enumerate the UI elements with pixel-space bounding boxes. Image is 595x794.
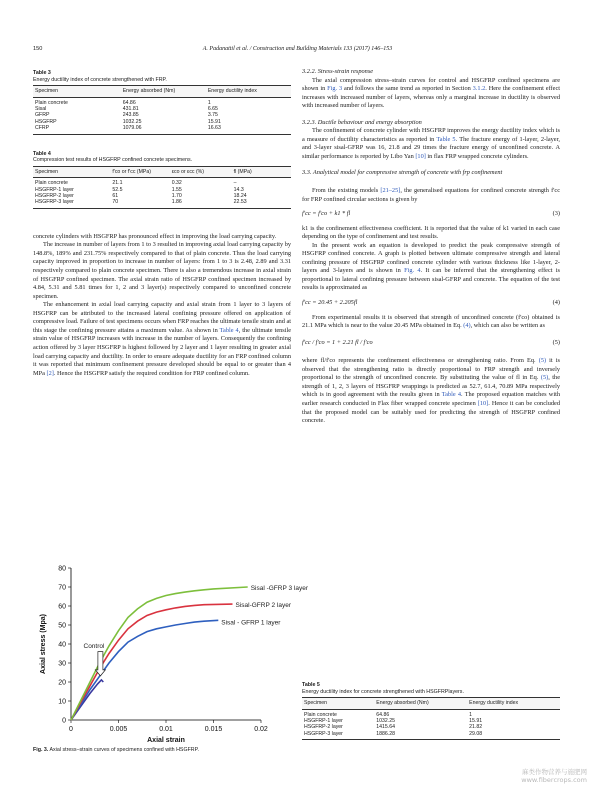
table-cell: HSGFRP-2 layer [304,724,343,731]
text-run: The confinement of concrete cylinder with HSGFRP improves the energy ductility index which is a measure of ductility characteristics as reported in [302,127,560,143]
table3-col-specimen: Specimen [33,86,121,97]
table-cell: HSGFRP-1 layer [304,718,343,724]
y-tick-label: 60 [58,603,66,611]
table-cell: 6.65 [207,106,218,112]
table5-col-index: Energy ductility index [467,698,560,709]
page-number: 150 [33,46,43,52]
table-cell: GFRP [35,112,50,119]
table-cell: Plain concrete [304,711,337,718]
table3 [33,85,291,134]
text-run: . Hence the HSGFRP satisfy the required condition for FRP confined column. [53,369,250,377]
table-cell: 61 [112,193,119,200]
table-cell: HSGFRP-3 layer [302,731,374,740]
table-cell: HSGFRP-3 layer [33,199,110,208]
journal-citation: A. Padanattil et al. / Construction and Building Materials 133 (2017) 146–153 [202,46,393,52]
figure-3 [33,560,309,760]
table-cell: 64.86 [376,711,390,718]
text-run: and follows the same trend as reported in Section [342,85,473,93]
equation-5-body: f'cc / f'co = 1 + 2.21 fl / f'co [302,338,373,346]
table-cell: 3.75 [207,112,218,119]
y-tick-label: 20 [58,679,66,687]
link-eq4[interactable]: (4) [463,322,471,330]
table3-caption [33,70,291,83]
table-cell: Sisal [35,106,47,112]
y-tick-label: 80 [58,565,66,573]
text-run: , the strength of 1, 2, 3 layers of HSGFRP wrappings is predicted as 52.7, 61.4, 70.89 MPa respectively which is in good agreement with the results given in [302,374,561,399]
table3-col-index: Energy ductility index [206,86,291,97]
series-line-1 [71,620,218,720]
table4-col-specimen: Specimen [33,166,110,177]
table4-col-pressure: fl (MPa) [232,166,291,177]
table3-title: Energy ductility index of concrete strengthened with FRP. [33,76,167,83]
table-cell: 64.86 [122,99,136,106]
text-run: . Here the confinement effect increases with increased number of layers, whereas only a marginal increase in ductility is observed with increased number of layers. [302,85,560,110]
text-run: it is observed that the strengthening ratio is directly proportional to FRP strength and inversely proportional to the strength of unconfined concrete. By substituting the value of fl in Eq. [302,357,560,382]
table-cell: HSGFRP [35,118,57,125]
watermark-line2: www.fibercrops.com [521,776,587,784]
paragraph: concrete cylinders with HSGFRP has pronounced effect in improving the load carrying capacity. [33,232,277,240]
paragraph [302,357,560,425]
table-row [302,731,560,740]
table-cell: HSGFRP-2 layer [35,193,74,200]
paragraph [302,314,560,331]
x-tick-label: 0.015 [204,726,223,733]
table-cell: 22.53 [232,199,291,208]
table-cell: 243.85 [122,112,139,119]
table5-title: Energy ductility index for concrete strengthened with HSGFRPlayers. [302,688,464,695]
text-run: . Hence it can be concluded that the proposed model can be suitably used for predicting the strength of HSGFRP confined concrete. [302,399,560,425]
text-run: From the existing models [312,187,381,195]
watermark [521,768,587,784]
table4 [33,166,291,209]
table-cell: 52.5 [112,186,123,193]
table-cell: – [233,180,237,187]
equation-5 [302,339,560,348]
paragraph [302,77,560,111]
series-line-3 [71,587,248,720]
watermark-line1: 麻类作物营养与施肥网 [522,768,587,776]
text-run: . The proposed equation matches with earlier research conducted in Flax fiber wrapped concrete specimen [302,391,560,407]
text-run: , the generalised equations for confined concrete strength f'cc for FRP confined circular sections is given by [302,187,560,203]
link-table4-b[interactable]: Table 4 [441,391,461,399]
link-fig4[interactable]: Fig. 4 [404,267,421,275]
text-run: , which can also be written as [470,322,545,330]
text-run: in flax FRP wrapped concrete cylinders. [425,152,529,160]
y-tick-label: 70 [58,584,66,592]
table4-col-strength: f'co or f'cc (MPa) [110,166,169,177]
table-cell: 431.81 [122,106,139,112]
table-row [33,97,291,106]
section-heading-322: 3.2.2. Stress-strain response [302,68,374,75]
equation-4-body: f'cc = 20.45 + 2.205fl [302,299,358,307]
link-ref-2[interactable]: [2] [46,369,54,377]
figure-caption-text: Axial stress–strain curves of specimens confined with HSGFRP. [49,747,199,753]
equation-5-number: (5) [552,338,560,346]
table-cell: CFRP [33,125,121,134]
table-cell: 15.91 [469,718,483,724]
table-cell: 1032.25 [122,118,142,125]
table5-block [302,682,560,740]
table4-col-strain: εco or εcc (%) [170,166,232,177]
x-tick-label: 0.005 [109,726,128,733]
text-run: From experimental results it is observed that strength of unconfined concrete (f'co) obtained is 21.1 MPa which is near to the value 20.45 MPa obtained in Eq. [302,313,560,330]
table-cell: 15.91 [207,118,221,125]
table4-label: Table 4 [33,150,51,157]
y-axis-title: Axial stress (Mpa) [40,614,47,674]
paragraph [302,127,560,161]
paragraph [33,301,291,378]
paragraph [302,187,560,204]
table-row [33,178,291,187]
table4-caption [33,151,291,164]
text-run: The enhancement in axial load carrying capacity and axial strain from 1 layer to 3 layers of HSGFRP can be attributed to the increased lateral confining pressure offered on application of compressive load. Failure of test specimens occurs when FRP reaches the ultimate tensile strain and at this stage the confining pressure attains a maximum value. As shown in [33,301,291,334]
control-label: Control [83,642,105,650]
table-row [33,125,291,134]
table-cell: Plain concrete [35,180,68,187]
y-tick-label: 40 [58,641,66,649]
link-ref-10[interactable]: [10] [415,152,426,160]
text-run: where fl/f'co represents the confinement effectiveness or strengthening ratio. From Eq. [302,357,539,365]
link-eq5-a[interactable]: (5) [538,357,547,365]
series-label-2: Sisal-GFRP 2 layer [235,602,292,610]
table5-col-specimen: Specimen [302,698,374,709]
equation-4-number: (4) [552,299,560,307]
y-tick-label: 10 [58,698,66,706]
table-cell: Plain concrete [35,99,68,106]
link-table5[interactable]: Table 5 [436,135,456,143]
table-cell: 1 [207,99,211,106]
text-run: The axial compression stress–strain curves for control and HSGFRP confined specimens are shown in [302,76,560,93]
table-cell: 0.32 [171,180,182,187]
table-cell: 18.24 [233,193,247,200]
table5-label: Table 5 [302,682,320,688]
x-tick-label: 0 [69,726,73,733]
series-label-1: Sisal - GFRP 1 layer [221,619,281,627]
equation-3-body: f'cc = f'co + k1 * fl [302,210,351,218]
x-tick-label: 0.02 [254,726,268,733]
table-cell: 21.82 [469,724,483,731]
table-cell: 14.3 [233,186,244,193]
table5 [302,697,560,740]
left-body-text [33,233,291,378]
table3-label: Table 3 [33,70,51,76]
table-cell: 1079.06 [121,125,206,134]
table-cell: 29.08 [467,731,560,740]
table5-caption [302,682,560,695]
link-ref-10-b[interactable]: [10] [477,399,489,407]
table-cell: 16.63 [206,125,291,134]
link-eq5-b[interactable]: (5) [540,374,549,382]
text-run: , the ultimate tensile strain value of HSGFRP increases with increase in the number of layers. Consequently the confining action offered by 3 layer HSGFRP is highest followed by 2 layer and 1 layer resulting in greater axial load carrying capacity and ductility. In order to ensure adequate ductility for an FRP confined column it was reported that minimum confinement pressure developed should be equal to or greater than 4 MPa [33,326,292,377]
left-column [33,70,291,378]
table-cell: 21.1 [112,180,123,187]
x-axis-title: Axial strain [147,737,185,744]
table-row [302,709,560,718]
table-cell: HSGFRP-1 layer [35,186,74,193]
table-cell: 1886.28 [374,731,467,740]
text-run: In the present work an equation is developed to predict the peak compressive strength of HSGFRP confined concrete. A graph is plotted between ultimate compressive strength and lateral confining pressure of HSGFRP confined concrete cylinder with various thickness like 1-layer, 2-layers and 3-layers and is shown in [302,241,560,275]
stress-strain-chart [33,560,309,746]
table-row [33,199,291,208]
paragraph: The increase in number of layers from 1 to 3 resulted in improving axial load carrying capacity by 148.8%, 189% and 231.75% respectively compared to that of plain concrete. Thus the load carrying capacity improved in proportion to increase in number of layers: from 1 to 3 is 2.48, 2.89 and 3.31 respectively compared to plain concrete specimen. There is also a tremendous increase in axial strain of HSGFRP confined specimen. The axial strain ratio of HSGFRP confined specimen increased by 4.84, 5.31 and 5.81 times for 1, 2 and 3 layer(s) respectively compared to unconfined concrete specimen. [33,241,291,300]
table-cell: 1032.25 [376,718,395,724]
paragraph [302,242,560,293]
figure-caption [33,747,199,753]
link-refs-21-25[interactable]: [21–25] [380,187,401,195]
equation-4 [302,299,560,308]
equation-3 [302,210,560,219]
figure-caption-label: Fig. 3. [33,747,49,753]
section-heading-33: 3.3. Analytical model for compressive strength of concrete with frp confinement [302,169,503,177]
table4-title: Compression test results of HSGFRP confined concrete specimens. [33,157,193,164]
x-tick-label: 0.01 [159,726,173,733]
table-cell: 1.55 [171,186,182,193]
link-table4[interactable]: Table 4 [219,326,239,334]
equation-3-number: (3) [552,210,560,218]
table-cell: 1.86 [170,199,232,208]
series-label-3: Sisal -GFRP 3 layer [250,585,309,592]
paragraph: k1 is the confinement effectiveness coefficient. It is reported that the value of k1 varied in each case depending on the type of confinement and test results. [302,224,560,241]
y-tick-label: 30 [58,660,66,668]
right-column [302,68,560,426]
text-run: . The fracture energy of 1-layer, 2-layer, and 3-layer sisal-GFRP was 16, 21.8 and 29 times the fracture energy of unconfined concrete. A similar performance is reported by Libo Yan [302,135,560,160]
table-cell: 1 [469,711,472,718]
table-cell: 70 [110,199,169,208]
y-tick-label: 50 [58,622,66,630]
link-section-312[interactable]: 3.1.2 [472,85,486,93]
text-run: . It can be inferred that the strengthening effect is proportional to lateral confining pressure between sisal-GFRP and concrete. The equation of the test results is approximated as [302,267,560,292]
link-fig3[interactable]: Fig. 3 [327,85,343,93]
section-heading-323: 3.2.3. Ductile behaviour and energy absorption [302,118,422,126]
table3-col-energy: Energy absorbed (Nm) [121,86,206,97]
table5-col-energy: Energy absorbed (Nm) [374,698,467,709]
table-cell: 1.70 [171,193,182,200]
table-cell: 1415.64 [376,724,395,731]
y-tick-label: 0 [62,717,66,725]
